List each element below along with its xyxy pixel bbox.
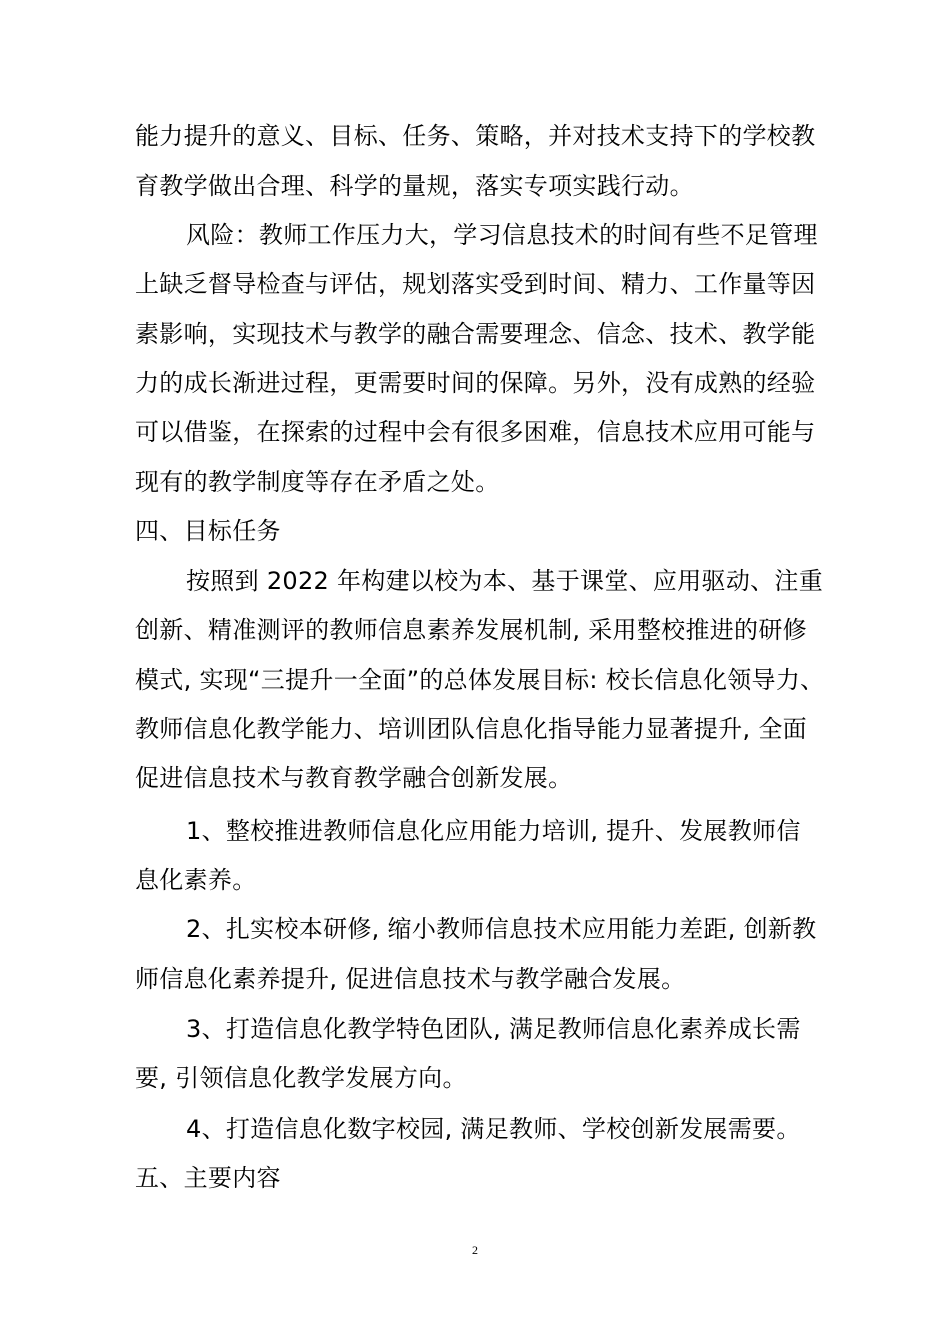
text-line: 风险：教师工作压力大，学习信息技术的时间有些不足管理	[186, 221, 818, 249]
text-line: 创新、精准测评的教师信息素养发展机制, 采用整校推进的研修	[135, 616, 807, 644]
text-line: 要, 引领信息化教学发展方向。	[135, 1064, 467, 1092]
text-line: 能力提升的意义、目标、任务、策略，并对技术支持下的学校教	[135, 122, 816, 150]
section-heading: 四、目标任务	[135, 517, 281, 545]
text-line: 力的成长渐进过程，更需要时间的保障。另外，没有成熟的经验	[135, 369, 816, 397]
text-line: 可以借鉴，在探索的过程中会有很多困难，信息技术应用可能与	[135, 418, 816, 446]
text-line: 现有的教学制度等存在矛盾之处。	[135, 468, 500, 496]
text-line: 上缺乏督导检查与评估，规划落实受到时间、精力、工作量等因	[135, 270, 816, 298]
text-line: 按照到 2022 年构建以校为本、基于课堂、应用驱动、注重	[186, 567, 824, 595]
page-number: 2	[472, 1243, 478, 1257]
text-line: 育教学做出合理、科学的量规，落实专项实践行动。	[135, 172, 694, 200]
section-heading: 五、主要内容	[135, 1164, 281, 1192]
text-line: 模式, 实现“三提升一全面”的总体发展目标: 校长信息化领导力、	[135, 666, 825, 694]
text-line: 促进信息技术与教育教学融合创新发展。	[135, 764, 573, 792]
list-item: 4、打造信息化数字校园, 满足教师、学校创新发展需要。	[186, 1115, 801, 1143]
text-line: 素影响，实现技术与教学的融合需要理念、信念、技术、教学能	[135, 320, 816, 348]
list-item: 1、整校推进教师信息化应用能力培训, 提升、发展教师信	[186, 817, 801, 845]
text-line: 师信息化素养提升, 促进信息技术与教学融合发展。	[135, 965, 686, 993]
list-item: 3、打造信息化教学特色团队, 满足教师信息化素养成长需	[186, 1015, 801, 1043]
text-line: 息化素养。	[135, 866, 257, 894]
list-item: 2、扎实校本研修, 缩小教师信息技术应用能力差距, 创新教	[186, 915, 817, 943]
text-line: 教师信息化教学能力、培训团队信息化指导能力显著提升, 全面	[135, 715, 807, 743]
